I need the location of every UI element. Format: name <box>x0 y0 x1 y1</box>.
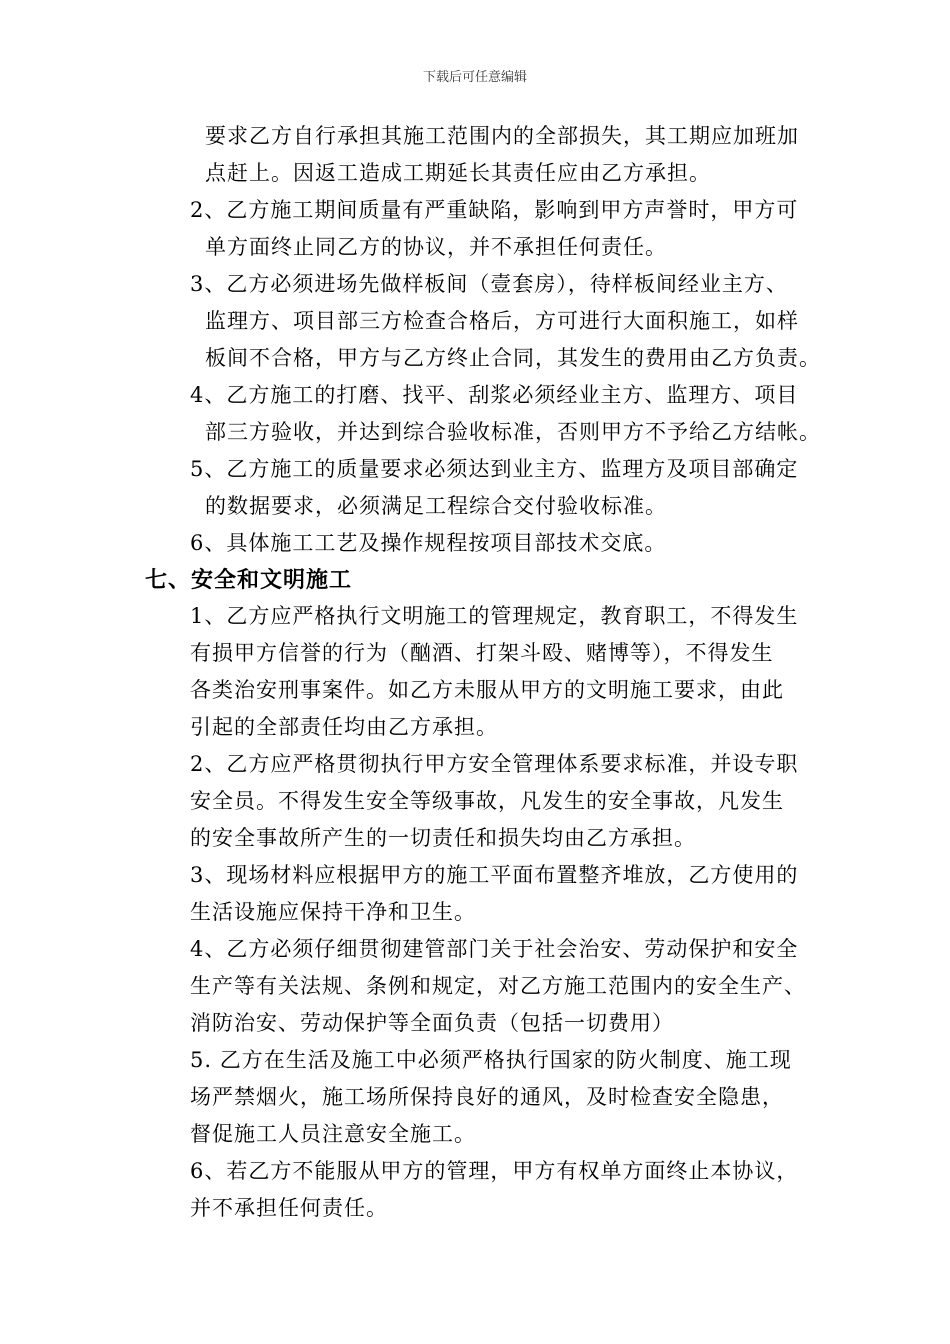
paragraph-line: 单方面终止同乙方的协议，并不承担任何责任。 <box>205 235 667 259</box>
paragraph-line: 监理方、项目部三方检查合格后，方可进行大面积施工，如样 <box>205 309 799 333</box>
paragraph-line: 3、现场材料应根据甲方的施工平面布置整齐堆放，乙方使用的 <box>190 863 799 887</box>
paragraph-line: 6、若乙方不能服从甲方的管理，甲方有权单方面终止本协议， <box>190 1159 799 1183</box>
section-heading: 七、安全和文明施工 <box>145 567 353 593</box>
paragraph-line: 6、具体施工工艺及操作规程按项目部技术交底。 <box>190 531 667 555</box>
paragraph-line: 板间不合格，甲方与乙方终止合同，其发生的费用由乙方负责。 <box>205 346 821 370</box>
paragraph-line: 要求乙方自行承担其施工范围内的全部损失，其工期应加班加 <box>205 124 799 148</box>
paragraph-line: 2、乙方应严格贯彻执行甲方安全管理体系要求标准，并设专职 <box>190 752 799 776</box>
paragraph-line: 引起的全部责任均由乙方承担。 <box>190 715 498 739</box>
paragraph-line: 点赶上。因返工造成工期延长其责任应由乙方承担。 <box>205 161 711 185</box>
paragraph-line: 生活设施应保持干净和卫生。 <box>190 900 476 924</box>
paragraph-line: 生产等有关法规、条例和规定，对乙方施工范围内的安全生产、 <box>190 974 806 998</box>
paragraph-line: 3、乙方必须进场先做样板间（壹套房），待样板间经业主方、 <box>190 272 788 296</box>
paragraph-line: 4、乙方施工的打磨、找平、刮浆必须经业主方、监理方、项目 <box>190 383 799 407</box>
page-header: 下载后可任意编辑 <box>422 70 527 85</box>
paragraph-line: 5、乙方施工的质量要求必须达到业主方、监理方及项目部确定 <box>190 457 799 481</box>
paragraph-line: 5. 乙方在生活及施工中必须严格执行国家的防火制度、施工现 <box>190 1048 792 1072</box>
paragraph-line: 督促施工人员注意安全施工。 <box>190 1122 476 1146</box>
paragraph-line: 各类治安刑事案件。如乙方未服从甲方的文明施工要求，由此 <box>190 678 784 702</box>
paragraph-line: 1、乙方应严格执行文明施工的管理规定，教育职工，不得发生 <box>190 604 799 628</box>
paragraph-line: 部三方验收，并达到综合验收标准，否则甲方不予给乙方结帐。 <box>205 420 821 444</box>
paragraph-line: 并不承担任何责任。 <box>190 1196 388 1220</box>
paragraph-line: 场严禁烟火，施工场所保持良好的通风，及时检查安全隐患， <box>190 1085 784 1109</box>
paragraph-line: 消防治安、劳动保护等全面负责（包括一切费用） <box>190 1011 674 1035</box>
paragraph-line: 有损甲方信誉的行为（酗酒、打架斗殴、赌博等），不得发生 <box>190 641 774 665</box>
paragraph-line: 的数据要求，必须满足工程综合交付验收标准。 <box>205 494 667 518</box>
paragraph-line: 4、乙方必须仔细贯彻建管部门关于社会治安、劳动保护和安全 <box>190 937 799 961</box>
paragraph-line: 的安全事故所产生的一切责任和损失均由乙方承担。 <box>190 826 696 850</box>
paragraph-line: 安全员。不得发生安全等级事故，凡发生的安全事故，凡发生 <box>190 789 784 813</box>
paragraph-line: 2、乙方施工期间质量有严重缺陷，影响到甲方声誉时，甲方可 <box>190 198 799 222</box>
